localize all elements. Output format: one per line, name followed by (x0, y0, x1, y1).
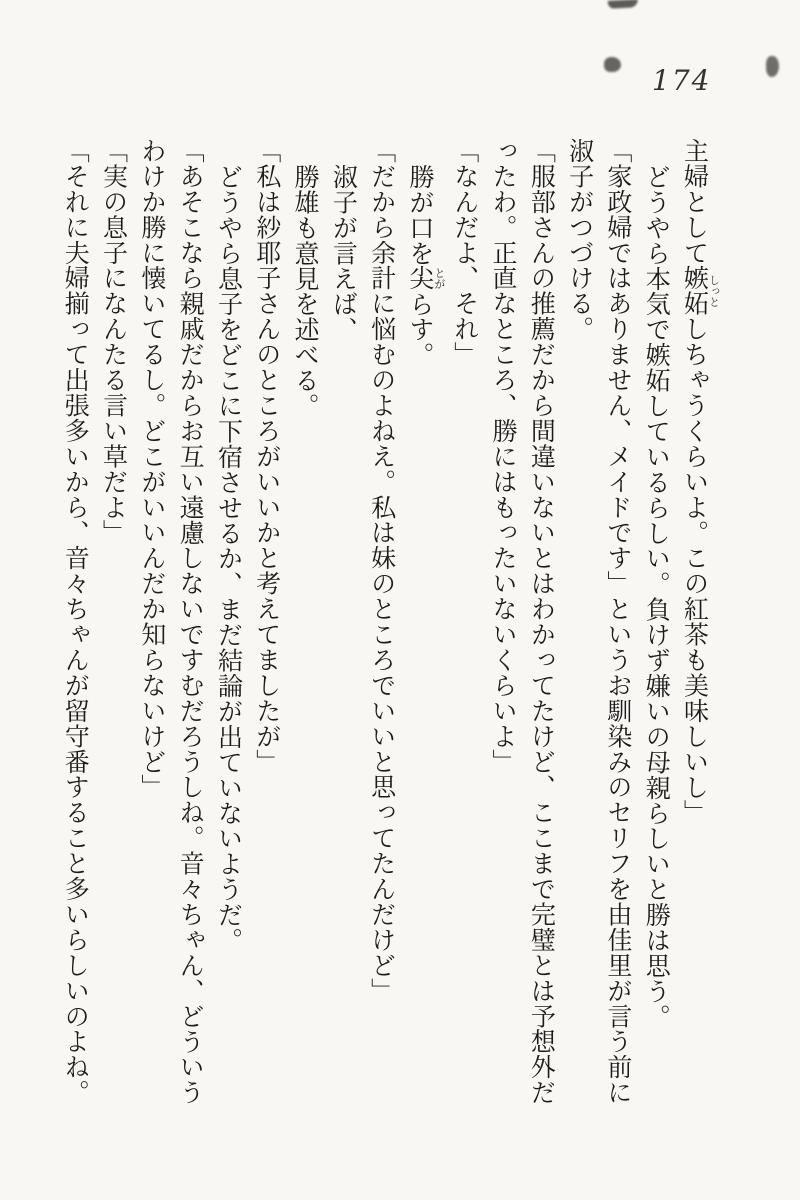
scan-artifact (766, 56, 779, 77)
text-block (56, 138, 720, 1110)
text-line: わけか勝に懐いてるし。どこがいいんだか知らないけど」 (137, 138, 167, 800)
text-line: 「服部さんの推薦だから間違いないとはわかってたけど、ここまで完璧とは予想外だ (527, 138, 557, 1106)
text-line: 「実の息子になんたる言い草だよ」 (99, 138, 129, 546)
scan-artifact (604, 57, 621, 72)
ruby-annotated-word: 尖とが (405, 265, 446, 291)
text-line: 「なんだよ、それ」 (450, 138, 480, 368)
ruby-annotated-word: 嫉妬しっと (680, 265, 721, 317)
text-line: どうやら息子をどこに下宿させるか、まだ結論が出ていないようだ。 (214, 163, 244, 953)
text-line: どうやら本気で嫉妬しているらしい。負けず嫌いの母親らしいと勝は思う。 (642, 163, 672, 1029)
text-line: 勝雄も意見を述べる。 (291, 163, 321, 418)
text-line: 「あそこなら親戚だからお互い遠慮しないですむだろうしね。音々ちゃん、どういう (176, 138, 206, 1106)
scan-artifact (608, 0, 638, 9)
text-line: 「だから余計に悩むのよねえ。私は妹のところでいいと思ってたんだけど」 (367, 138, 397, 1004)
text-line: 主婦として嫉妬しっとしちゃうくらいよ。この紅茶も美味しいし」 (680, 138, 721, 826)
page-number: 174 (652, 64, 712, 97)
furigana: とが (432, 265, 446, 291)
text-line: 「家政婦ではありません、メイドです」というお馴染みのセリフを由佳里が言う前に (603, 138, 633, 1106)
text-line: ったわ。正直なところ、勝にはもったいないくらいよ」 (489, 138, 519, 775)
text-line: 勝が口を尖とがらす。 (405, 163, 446, 368)
text-line: 「それに夫婦揃って出張多いから、音々ちゃんが留守番すること多いらしいのよね。 (61, 138, 91, 1106)
text-line: 淑子が言えば、 (329, 163, 359, 342)
text-line: 「私は紗耶子さんのところがいいかと考えてましたが」 (252, 138, 282, 775)
text-line: 淑子がつづける。 (565, 138, 595, 342)
furigana: しっと (707, 265, 721, 317)
